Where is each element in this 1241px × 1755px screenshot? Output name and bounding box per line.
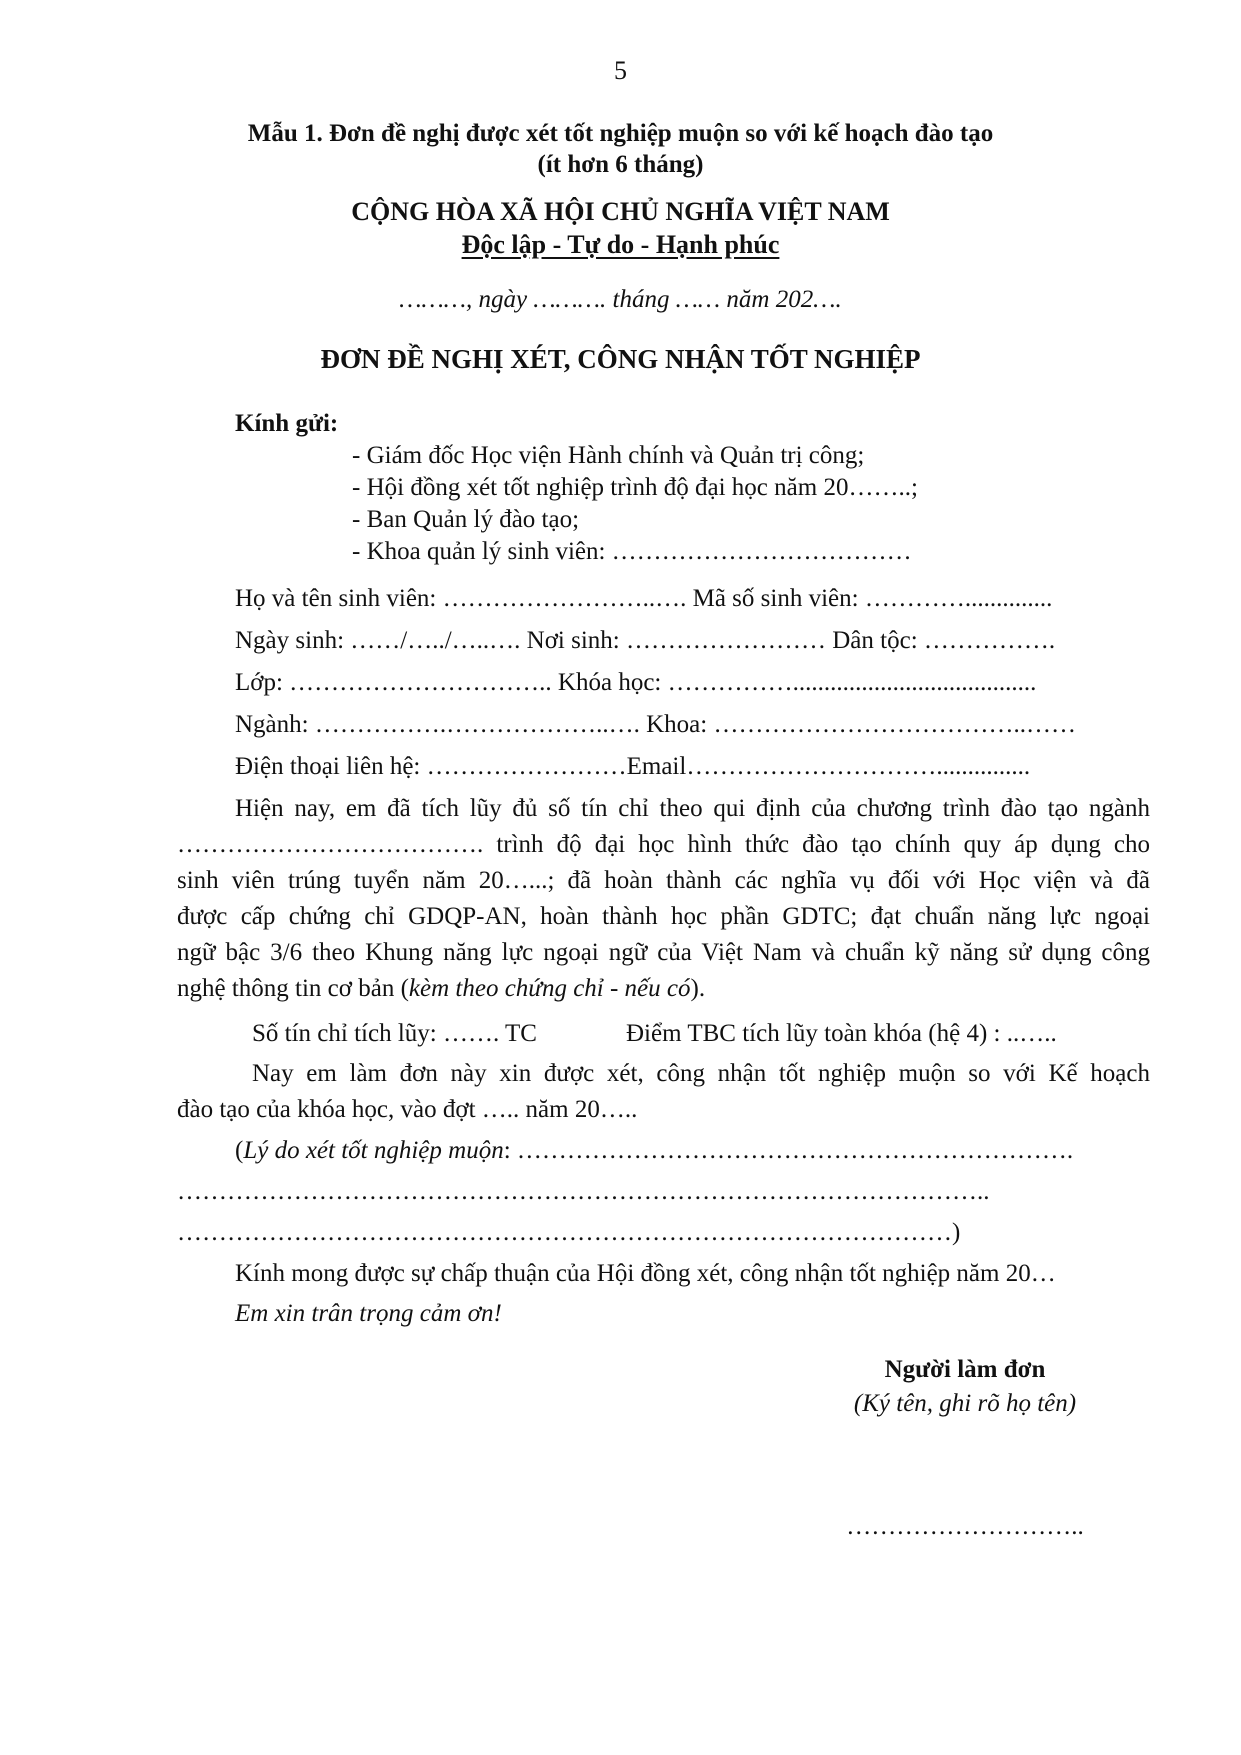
motto: Độc lập - Tự do - Hạnh phúc	[461, 230, 780, 259]
text-segment-italic: kèm theo chứng chỉ - nếu có	[408, 975, 691, 1002]
paragraph-line: ngữ bậc 3/6 theo Khung năng lực ngoại ngữ của Việt Nam và chuẩn kỹ năng sử dụng công	[177, 939, 1150, 966]
recipient-item: - Giám đốc Học viện Hành chính và Quản trị công;	[352, 442, 865, 469]
gpa-field: Điểm TBC tích lũy toàn khóa (hệ 4) : ..…..	[626, 1020, 1057, 1047]
student-name-field: Họ và tên sinh viên: ……………………..…. Mã số sinh viên: …………..............	[235, 585, 1053, 612]
class-field: Lớp: ………………………….. Khóa học: …………….......................................	[235, 669, 1037, 696]
date-line: ………, ngày ………. tháng …… năm 202….	[399, 286, 842, 313]
text-segment: ).	[690, 975, 706, 1002]
document-title: ĐƠN ĐỀ NGHỊ XÉT, CÔNG NHẬN TỐT NGHIỆP	[320, 344, 921, 374]
request-line: Nay em làm đơn này xin được xét, công nhận tốt nghiệp muộn so với Kế hoạch	[252, 1060, 1150, 1087]
page-number: 5	[614, 56, 627, 85]
major-field: Ngành: …………….………………..…. Khoa: ………………………………..……	[235, 711, 1076, 738]
request-line: đào tạo của khóa học, vào đợt ….. năm 20…..	[177, 1096, 638, 1123]
motto-wrapper	[0, 230, 1241, 260]
signature-title: Người làm đơn	[884, 1356, 1046, 1383]
paragraph-line: Hiện nay, em đã tích lũy đủ số tín chỉ theo qui định của chương trình đào tạo ngành	[235, 795, 1150, 822]
reason-line	[235, 1137, 1073, 1165]
reason-label: Lý do xét tốt nghiệp muộn	[243, 1137, 504, 1164]
reason-line: ……………………………………………………………………………………..	[177, 1178, 990, 1205]
text-segment: : ………………………………………………………….	[503, 1137, 1074, 1164]
recipient-item: - Khoa quản lý sinh viên: ………………………………	[352, 538, 912, 565]
paragraph-line: sinh viên trúng tuyển năm 20…...; đã hoàn thành các nghĩa vụ đối với Học viện và đã	[177, 867, 1150, 894]
reason-line: …………………………………………………………………………………)	[177, 1219, 961, 1246]
signature-name-line: ………………………..	[846, 1513, 1084, 1540]
nation-heading: CỘNG HÒA XÃ HỘI CHỦ NGHĨA VIỆT NAM	[351, 197, 890, 226]
paragraph-line: được cấp chứng chỉ GDQP-AN, hoàn thành học phần GDTC; đạt chuẩn năng lực ngoại	[177, 903, 1150, 930]
form-title-line1: Mẫu 1. Đơn đề nghị được xét tốt nghiệp muộn so với kế hoạch đào tạo	[247, 120, 994, 147]
form-title-line2: (ít hơn 6 tháng)	[537, 151, 704, 178]
recipient-item: - Ban Quản lý đào tạo;	[352, 506, 580, 533]
text-segment: nghệ thông tin cơ bản (	[177, 975, 409, 1002]
paragraph-line: ………………………………. trình độ đại học hình thức đào tạo chính quy áp dụng cho	[177, 831, 1150, 858]
credits-field: Số tín chỉ tích lũy: ……. TC	[252, 1020, 537, 1047]
text-segment: (	[235, 1137, 244, 1164]
paragraph-last-line	[177, 975, 705, 1003]
contact-field: Điện thoại liên hệ: ……………………Email…………………………...............	[235, 753, 1031, 780]
birth-field: Ngày sinh: ……/…../…..…. Nơi sinh: …………………… Dân tộc: …………….	[235, 627, 1056, 654]
thanks-line: Em xin trân trọng cảm ơn!	[235, 1300, 502, 1327]
recipients-label: Kính gửi:	[235, 410, 339, 437]
signature-note: (Ký tên, ghi rõ họ tên)	[853, 1390, 1077, 1417]
recipient-item: - Hội đồng xét tốt nghiệp trình độ đại học năm 20……..;	[352, 474, 918, 501]
closing-line: Kính mong được sự chấp thuận của Hội đồng xét, công nhận tốt nghiệp năm 20…	[235, 1260, 1056, 1287]
